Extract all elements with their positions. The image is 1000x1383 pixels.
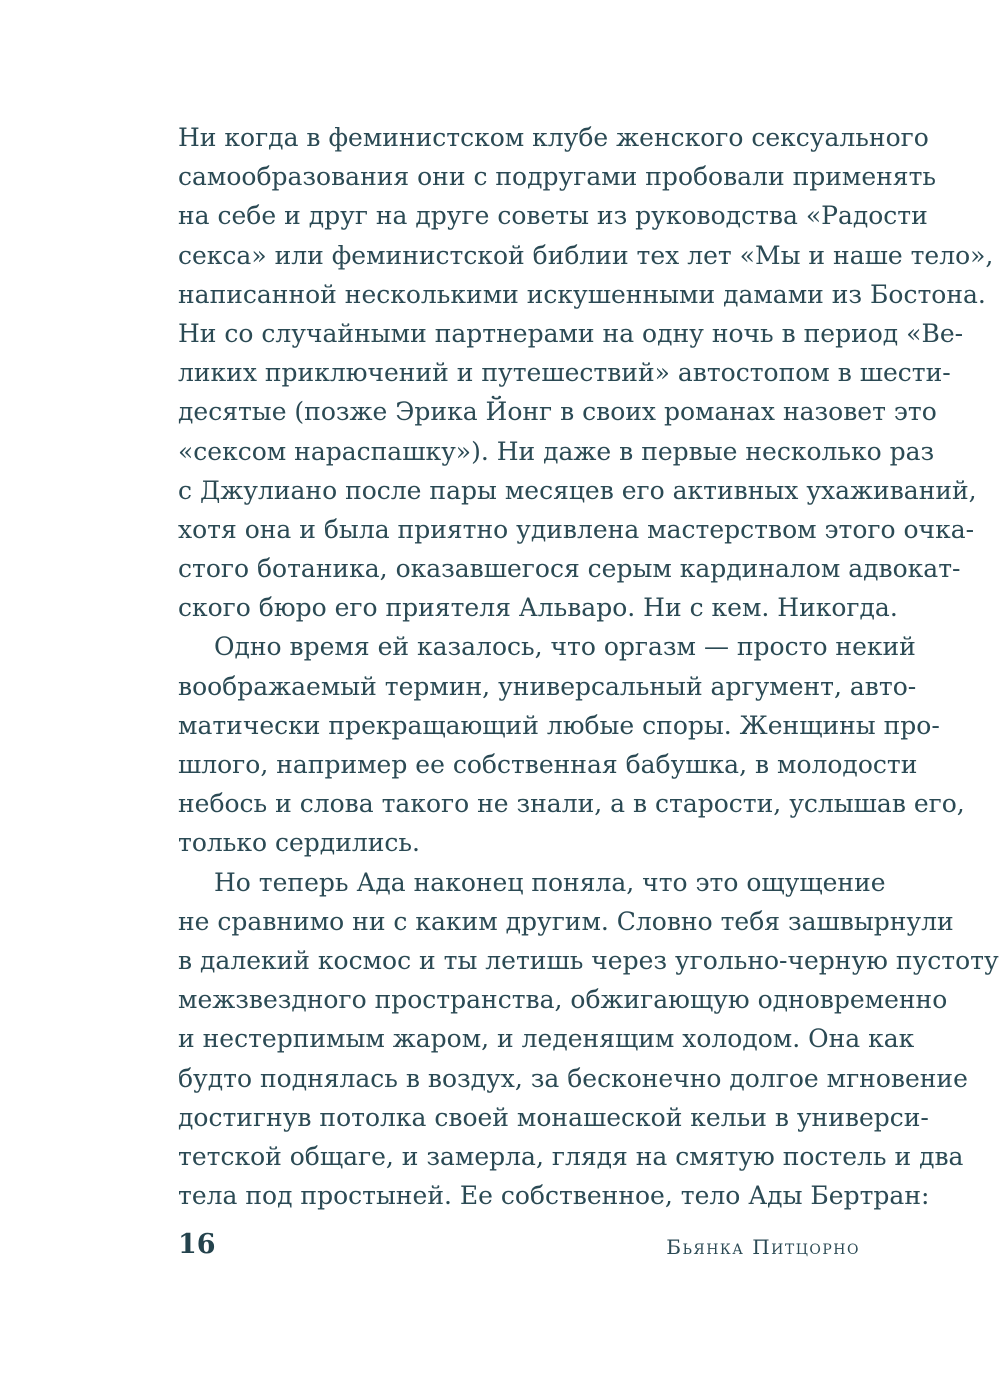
text-line: самообразования они с подругами пробовали применять — [178, 162, 937, 192]
paragraph — [178, 118, 994, 627]
text-line: секса» или феминистской библии тех лет «Мы и наше тело», — [178, 240, 994, 270]
text-line: Ни со случайными партнерами на одну ночь в период «Ве- — [178, 318, 964, 348]
text-line: ского бюро его приятеля Альваро. Ни с кем. Никогда. — [178, 593, 898, 623]
text-line: Одно время ей казалось, что оргазм — просто некий — [214, 632, 916, 662]
text-line: будто поднялась в воздух, за бесконечно долгое мгновение — [178, 1063, 968, 1093]
text-line: «сексом нараспашку»). Ни даже в первые несколько раз — [178, 436, 935, 466]
text-line: воображаемый термин, универсальный аргумент, авто- — [178, 671, 917, 701]
text-line: десятые (позже Эрика Йонг в своих романах назовет это — [178, 397, 937, 427]
paragraph — [178, 863, 999, 1216]
text-line: ликих приключений и путешествий» автостопом в шести- — [178, 358, 951, 388]
text-line: тела под простыней. Ее собственное, тело Ады Бертран: — [178, 1181, 930, 1211]
running-head-author: Бьянка Питцорно — [666, 1235, 860, 1259]
text-line: не сравнимо ни с каким другим. Словно тебя зашвырнули — [178, 906, 954, 936]
text-line: написанной несколькими искушенными дамами из Бостона. — [178, 279, 986, 309]
text-line: достигнув потолка своей монашеской кельи в универси- — [178, 1102, 929, 1132]
text-line: шлого, например ее собственная бабушка, в молодости — [178, 750, 918, 779]
text-line: на себе и друг на друге советы из руководства «Радости — [178, 201, 928, 231]
text-line: матически прекращающий любые споры. Женщины про- — [178, 710, 940, 740]
page-number: 16 — [178, 1229, 216, 1260]
text-line: только сердились. — [178, 828, 420, 858]
text-line: стого ботаника, оказавшегося серым кардиналом адвокат- — [178, 554, 961, 584]
text-line: хотя она и была приятно удивлена мастерством этого очка- — [178, 514, 975, 544]
text-line: в далекий космос и ты летишь через угольно-черную пустоту — [178, 945, 999, 975]
text-line: Но теперь Ада наконец поняла, что это ощущение — [214, 867, 886, 897]
paragraph — [178, 627, 965, 862]
text-line: Ни когда в феминистском клубе женского сексуального — [178, 123, 929, 152]
body-text — [178, 118, 999, 1215]
text-line: небось и слова такого не знали, а в старости, услышав его, — [178, 789, 965, 819]
text-line: и нестерпимым жаром, и леденящим холодом. Она как — [178, 1024, 915, 1054]
text-line: тетской общаге, и замерла, глядя на смятую постель и два — [178, 1141, 964, 1171]
text-line: межзвездного пространства, обжигающую одновременно — [178, 985, 948, 1015]
text-line: с Джулиано после пары месяцев его активных ухаживаний, — [178, 475, 977, 505]
